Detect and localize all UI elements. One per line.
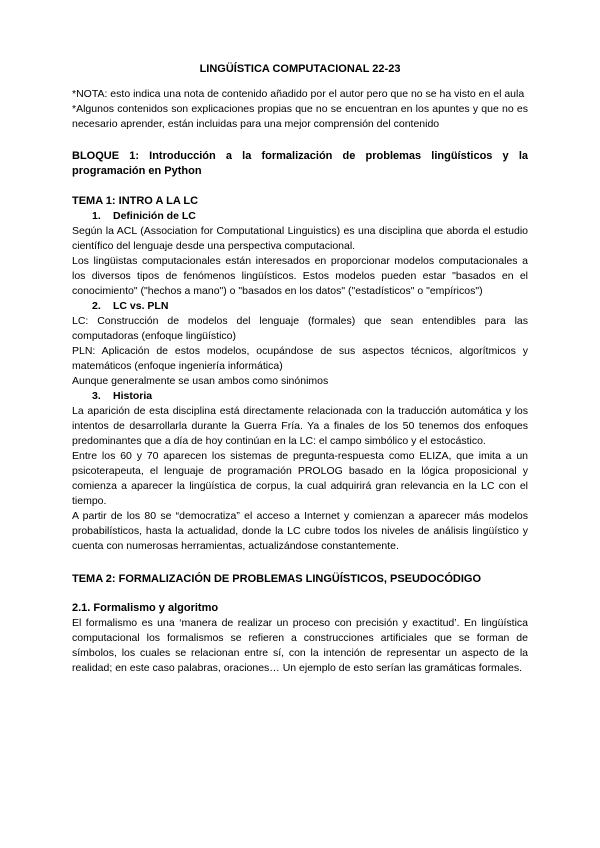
document-title: LINGÜÍSTICA COMPUTACIONAL 22-23 (199, 63, 401, 75)
body-paragraph: A partir de los 80 se “democratiza” el acceso a Internet y comienzan a aparecer más modelos probabilísticos, hasta la actualidad, donde la LC cubre todos los niveles de análisis lingüístico y cuenta con numerosas herramientas, actualizándose constantemente. (72, 510, 528, 552)
tema-2-heading: TEMA 2: FORMALIZACIÓN DE PROBLEMAS LINGÜÍSTICOS, PSEUDOCÓDIGO (72, 573, 482, 585)
section-heading (72, 209, 528, 224)
section-heading (72, 299, 528, 314)
body-paragraph: Según la ACL (Association for Computational Linguistics) es una disciplina que aborda el estudio científico del lenguaje desde una perspectiva computacional. (72, 225, 528, 252)
document-page (72, 62, 528, 676)
section-heading: 2.1. Formalismo y algoritmo (72, 602, 219, 614)
section-title: Definición de LC (113, 210, 196, 222)
section-number: 3. (92, 390, 101, 402)
body-paragraph: PLN: Aplicación de estos modelos, ocupándose de sus aspectos técnicos, algorítmicos y matemáticos (enfoque ingeniería informática) (72, 345, 528, 372)
note-paragraph: *NOTA: esto indica una nota de contenido añadido por el autor pero que no se ha visto en el aula (72, 88, 525, 100)
body-paragraph: Entre los 60 y 70 aparecen los sistemas de pregunta-respuesta como ELIZA, que imita a un psicoterapeuta, el lenguaje de programación PROLOG basado en la lógica proposicional y comienza a aparecer la lingüística de corpus, la cual adquirirá gran relevancia en la LC con el tiempo. (72, 450, 528, 507)
section-number: 1. (92, 210, 101, 222)
bloque-1-heading: BLOQUE 1: Introducción a la formalización de problemas lingüísticos y la programación en Python (72, 150, 528, 177)
section-title: Historia (113, 390, 153, 402)
body-paragraph: Aunque generalmente se usan ambos como sinónimos (72, 375, 329, 387)
section-title: LC vs. PLN (113, 300, 169, 312)
body-paragraph: El formalismo es una ‘manera de realizar un proceso con precisión y exactitud’. En lingüística computacional los formalismos se refieren a construcciones artificiales que se forman de símbolos, los cuales se relacionan entre sí, con la intención de representar un aspecto de la realidad; en este caso palabras, oraciones… Un ejemplo de esto serían las gramáticas formales. (72, 617, 528, 674)
body-paragraph: LC: Construcción de modelos del lenguaje (formales) que sean entendibles para las computadoras (enfoque lingüístico) (72, 315, 528, 342)
note-paragraph: *Algunos contenidos son explicaciones propias que no se encuentran en los apuntes y que no es necesario aprender, están incluidas para una mejor comprensión del contenido (72, 103, 528, 130)
tema-1-heading: TEMA 1: INTRO A LA LC (72, 195, 199, 207)
body-paragraph: La aparición de esta disciplina está directamente relacionada con la traducción automática y los intentos de desarrollarla durante la Guerra Fría. Ya a finales de los 50 tenemos dos enfoques predominantes que a día de hoy continúan en la LC: el campo simbólico y el estocástico. (72, 405, 528, 447)
body-paragraph: Los lingüistas computacionales están interesados en proporcionar modelos computacionales a los diversos tipos de fenómenos lingüísticos. Estos modelos pueden estar "basados en el conocimiento" ("hechos a mano") o "basados en los datos" ("estadísticos" o "empíricos") (72, 255, 528, 297)
section-number: 2. (92, 300, 101, 312)
section-heading (72, 389, 528, 404)
